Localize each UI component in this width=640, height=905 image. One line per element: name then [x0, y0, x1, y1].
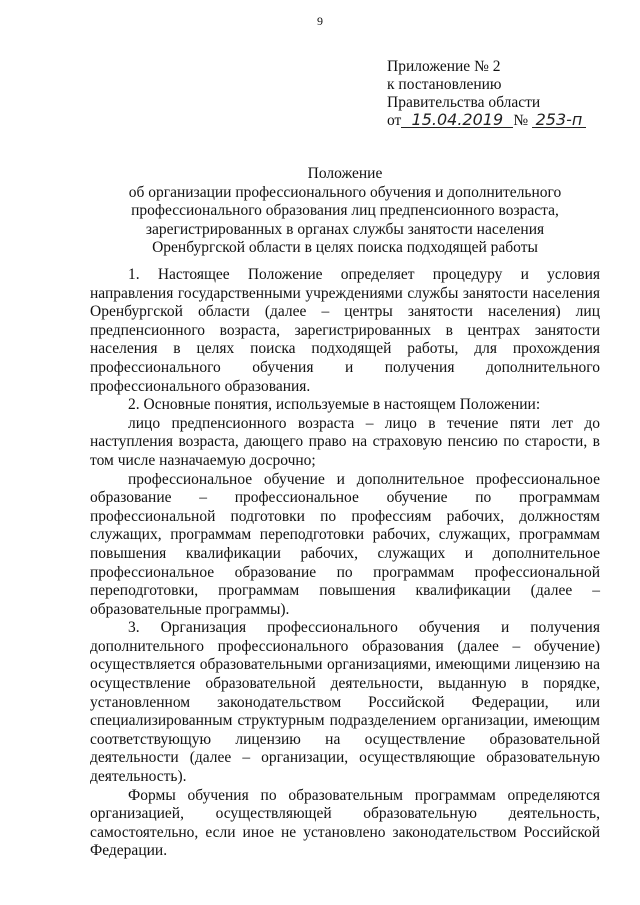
title-line: об организации профессионального обучения и дополнительного	[128, 183, 562, 201]
title-line: Оренбургской области в целях поиска подходящей работы	[152, 239, 538, 257]
title-line: профессионального образования лиц предпенсионного возраста,	[131, 202, 559, 220]
page-number: 9	[317, 14, 323, 28]
paragraph: профессиональное обучение и дополнительное профессиональное образование – профессиональное обучение по программам профессиональной подготовки по профессиям рабочих, должностям служащих, программам переподготовки рабочих, служащих, программам повышения квалификации рабочих, служащих и дополнительное профессиональное образование по программам профессиональной переподготовки, программам повышения квалификации (далее – образовательные программы).	[90, 470, 600, 618]
date-prefix: от	[387, 112, 402, 129]
document-title	[95, 165, 595, 258]
appendix-line: к постановлению	[387, 76, 502, 93]
paragraph: 1. Настоящее Положение определяет процедуру и условия направления государственными учреждениями службы занятости населения Оренбургской области (далее – центры занятости населения) лиц предпенсионного возраста, зарегистрированных в центрах занятости населения в целях поиска подходящей работы, для прохождения профессионального обучения и получения дополнительного профессионального образования.	[90, 266, 600, 395]
handwritten-date: 15.04.2019	[401, 112, 513, 128]
appendix-line: Правительства области	[387, 94, 541, 111]
paragraph: лицо предпенсионного возраста – лицо в течение пяти лет до наступления возраста, дающего право на страховую пенсию по старости, в том числе назначаемую досрочно;	[90, 414, 600, 469]
appendix-date-line	[387, 112, 586, 130]
appendix-block	[387, 58, 586, 130]
paragraph: 3. Организация профессионального обучения и получения дополнительного профессионального образования (далее – обучение) осуществляется образовательными организациями, имеющими лицензию на осуществление образовательной деятельности, выданную в порядке, установленном законодательством Российской Федерации, или специализированным структурным подразделением организации, имеющим соответствующую лицензию на осуществление образовательной деятельности (далее – организации, осуществляющие образовательную деятельность).	[90, 619, 600, 786]
number-sign: №	[513, 112, 529, 129]
title-heading: Положение	[307, 165, 383, 182]
appendix-line: Приложение № 2	[387, 58, 501, 75]
handwritten-number: 253-п	[532, 112, 586, 128]
paragraph: 2. Основные понятия, используемые в настоящем Положении:	[128, 396, 541, 414]
title-line: зарегистрированных в органах службы занятости населения	[145, 220, 545, 238]
document-body	[90, 266, 600, 861]
paragraph: Формы обучения по образовательным программам определяются организацией, осуществляющей образовательную деятельность, самостоятельно, если иное не установлено законодательством Российской Федерации.	[90, 786, 600, 860]
